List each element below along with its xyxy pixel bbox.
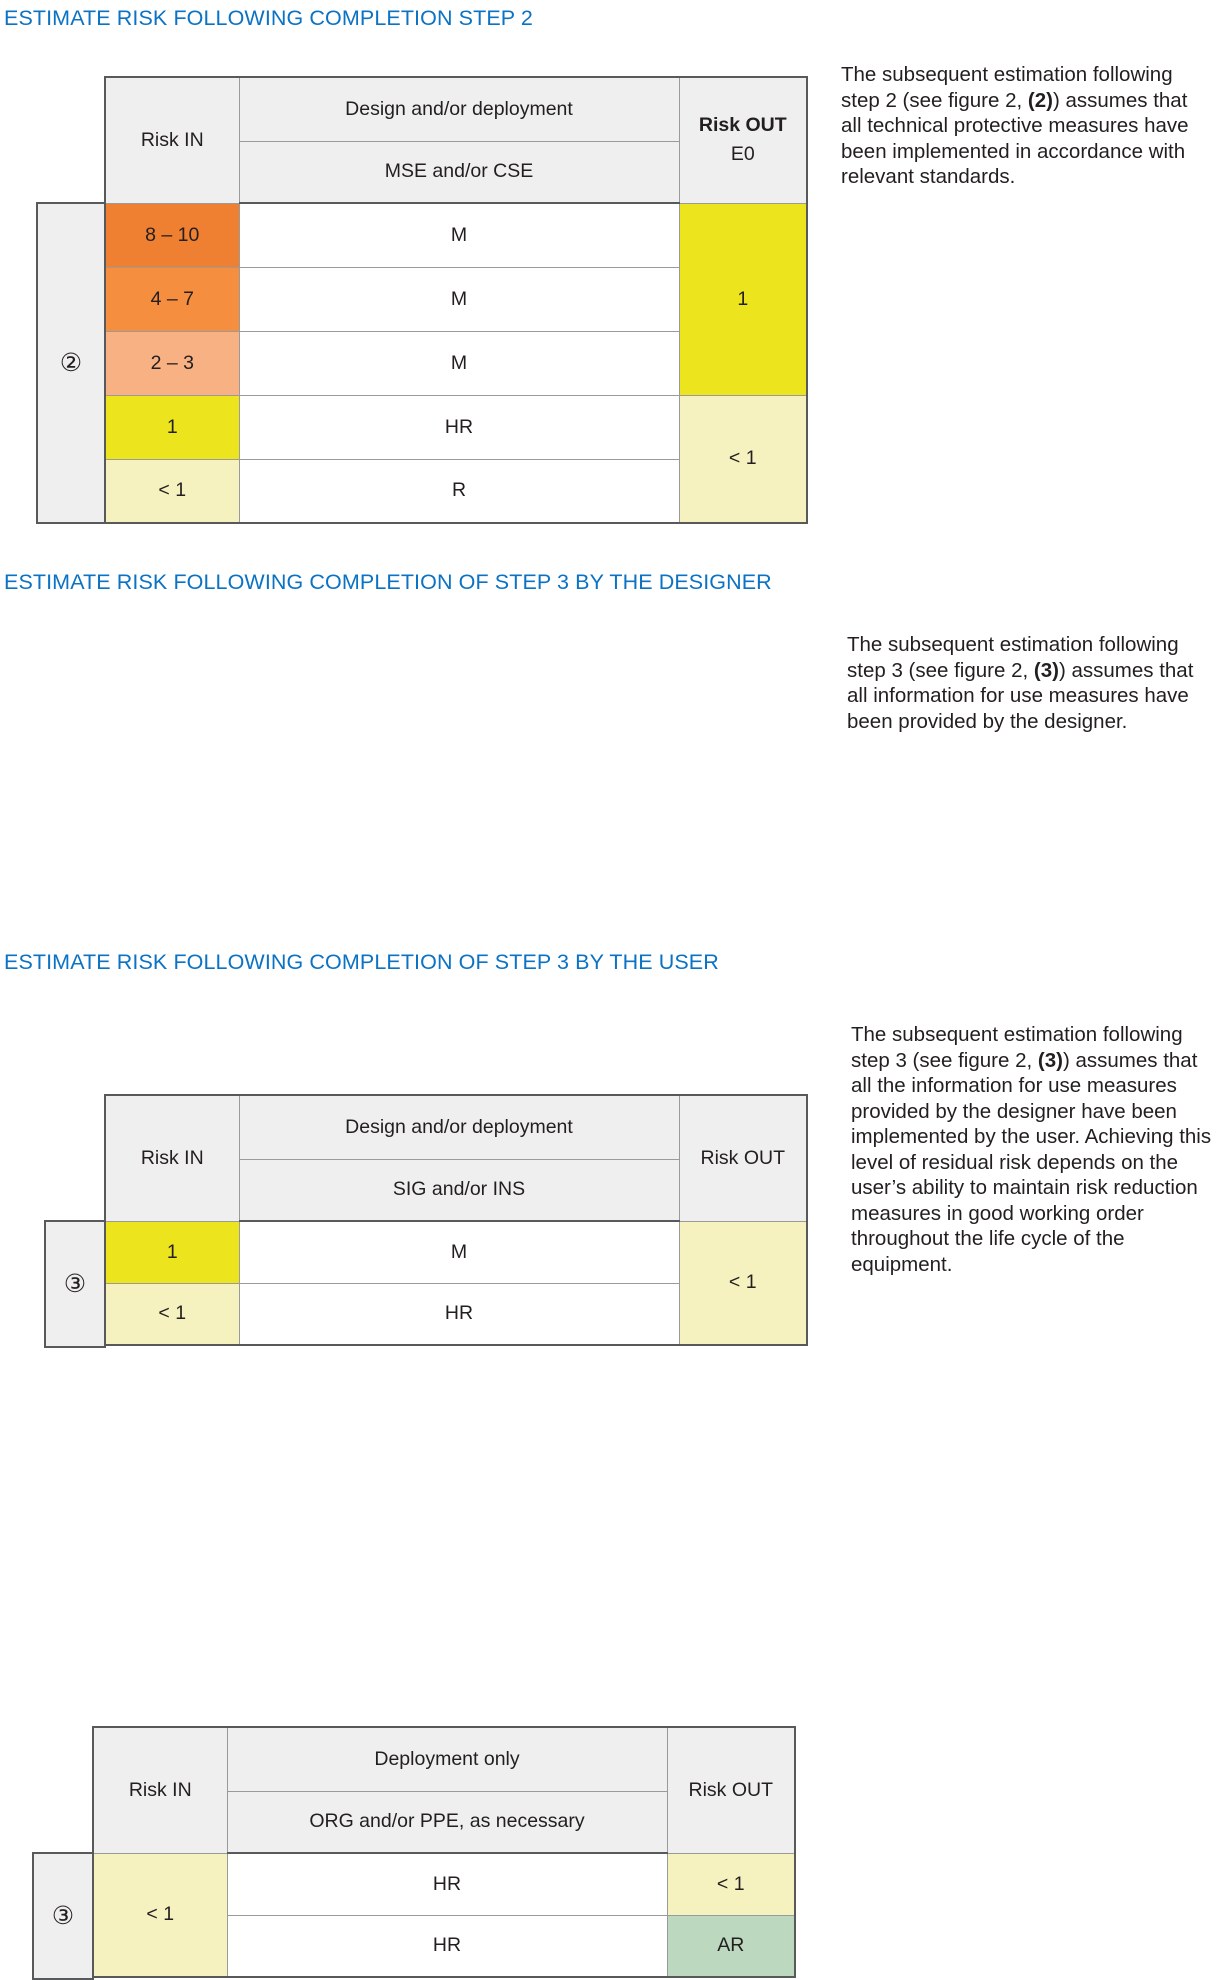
section-title-step3-designer: ESTIMATE RISK FOLLOWING COMPLETION OF STEP 3 BY THE DESIGNER: [4, 570, 772, 594]
section-title-step2: ESTIMATE RISK FOLLOWING COMPLETION STEP 2: [4, 6, 533, 30]
note-step3-designer: The subsequent estimation following step 3 (see figure 2, (3)) assumes that all information for use measures have been provided by the designer.: [847, 633, 1194, 733]
note-step2: The subsequent estimation following step 2 (see figure 2, (2)) assumes that all technical protective measures have been implemented in accordance with relevant standards.: [841, 63, 1189, 188]
measure-cell: M: [239, 1221, 679, 1283]
risk-in-cell: < 1: [105, 1283, 239, 1345]
header-risk-in: Risk IN: [93, 1727, 227, 1853]
step-marker-3-designer: [44, 1220, 106, 1348]
step-marker-3-designer-label: ③: [63, 1270, 87, 1298]
risk-in-cell: 4 – 7: [105, 267, 239, 331]
table-row: [105, 203, 807, 267]
header-middle-sub: ORG and/or PPE, as necessary: [227, 1791, 667, 1853]
risk-in-cell: < 1: [105, 459, 239, 523]
risk-matrix-step2: [104, 76, 808, 524]
section-title-step3-user: ESTIMATE RISK FOLLOWING COMPLETION OF STEP 3 BY THE USER: [4, 950, 719, 974]
table-row: [105, 395, 807, 459]
risk-in-cell: 1: [105, 1221, 239, 1283]
header-middle-main: Deployment only: [227, 1727, 667, 1791]
measure-cell: M: [239, 331, 679, 395]
risk-out-cell: 1: [679, 203, 807, 395]
measure-cell: HR: [227, 1915, 667, 1977]
step-marker-2-label: ②: [59, 349, 83, 377]
measure-cell: HR: [239, 1283, 679, 1345]
header-risk-out-sub: E0: [730, 143, 755, 166]
header-risk-in: Risk IN: [105, 77, 239, 203]
table-row: [105, 1221, 807, 1283]
table-row: [93, 1727, 795, 1791]
header-middle-main: Design and/or deployment: [239, 77, 679, 141]
risk-out-cell: < 1: [667, 1853, 795, 1915]
table-row: [105, 77, 807, 141]
table-row: [93, 1853, 795, 1915]
section-1-title-wrap: [4, 6, 533, 31]
note-step3-user: The subsequent estimation following step 3 (see figure 2, (3)) assumes that all the information for use measures provided by the designer have been implemented by the user. Achieving this level of residual risk depends on the user’s ability to maintain risk reduction measures in good working order throughout the life cycle of the equipment.: [851, 1023, 1212, 1276]
risk-out-cell: < 1: [679, 1221, 807, 1345]
step-marker-3-user: [32, 1852, 94, 1980]
header-risk-out: Risk OUT: [667, 1727, 795, 1853]
header-risk-in: Risk IN: [105, 1095, 239, 1221]
risk-out-cell: < 1: [679, 395, 807, 523]
risk-in-cell: 1: [105, 395, 239, 459]
measure-cell: M: [239, 267, 679, 331]
measure-cell: R: [239, 459, 679, 523]
header-middle-main: Design and/or deployment: [239, 1095, 679, 1159]
risk-matrix-step3-designer: [104, 1094, 808, 1346]
measure-cell: HR: [239, 395, 679, 459]
section-2-title-wrap: [4, 570, 772, 595]
header-risk-out: [679, 77, 807, 203]
step-marker-2: [36, 202, 106, 524]
risk-table-step3-user: [51, 1726, 1223, 1978]
header-risk-out-label: Risk OUT: [698, 114, 787, 137]
table-row: [105, 1095, 807, 1159]
measure-cell: HR: [227, 1853, 667, 1915]
risk-in-cell: 2 – 3: [105, 331, 239, 395]
risk-matrix-step3-user: [92, 1726, 796, 1978]
header-risk-out: Risk OUT: [679, 1095, 807, 1221]
risk-in-cell: < 1: [93, 1853, 227, 1977]
section-3-title-wrap: [4, 950, 719, 975]
risk-in-cell: 8 – 10: [105, 203, 239, 267]
risk-out-cell: AR: [667, 1915, 795, 1977]
measure-cell: M: [239, 203, 679, 267]
header-middle-sub: SIG and/or INS: [239, 1159, 679, 1221]
step-marker-3-user-label: ③: [51, 1902, 75, 1930]
header-middle-sub: MSE and/or CSE: [239, 141, 679, 203]
